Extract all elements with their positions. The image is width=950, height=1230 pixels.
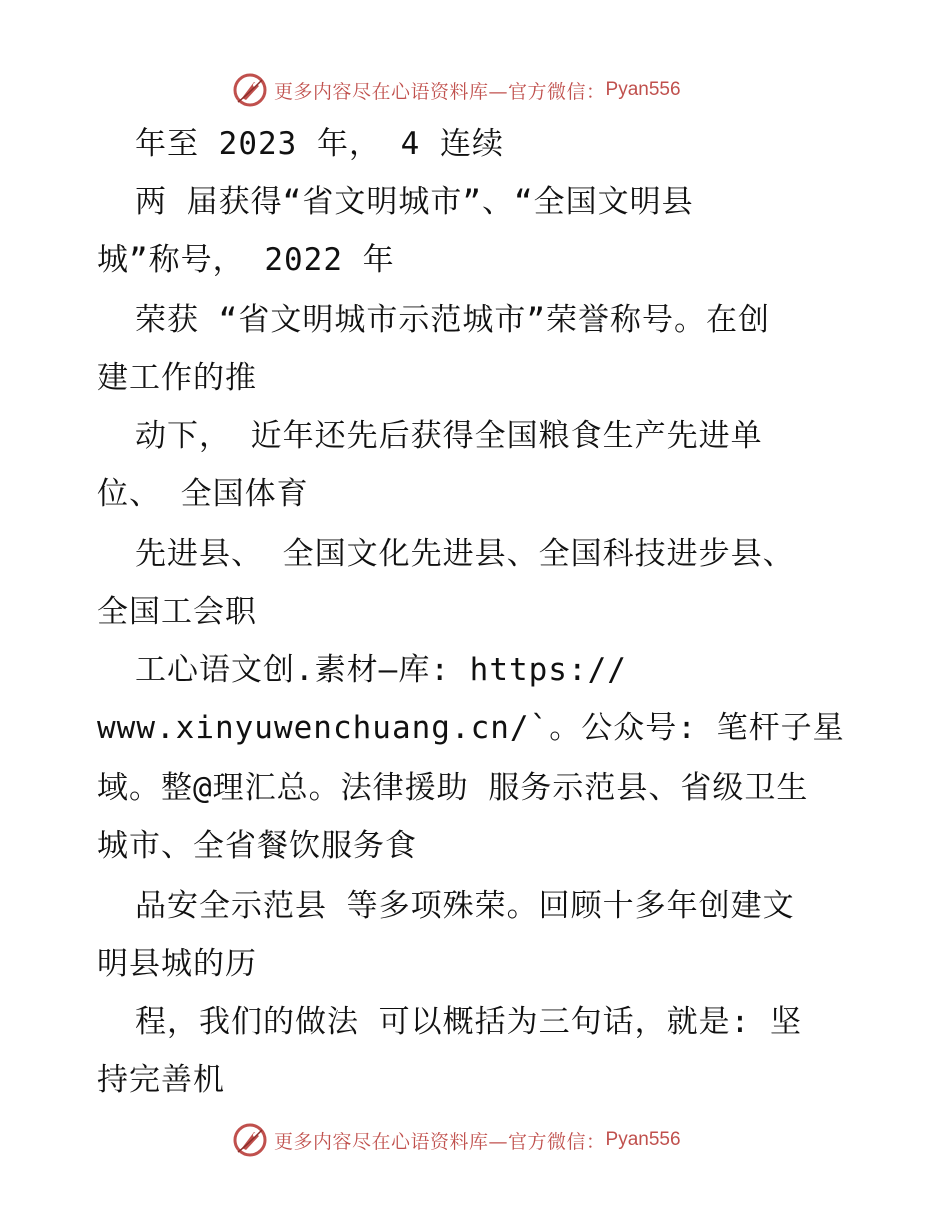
- text-line: 域。整@理汇总。法律援助 服务示范县、省级卫生: [97, 770, 809, 806]
- text-line: 城市、全省餐饮服务食: [97, 828, 417, 864]
- text-line: 全国工会职: [97, 594, 257, 630]
- text-line: 程，我们的做法 可以概括为三句话，就是: 坚: [135, 1004, 802, 1040]
- pen-logo-icon: [232, 1122, 268, 1158]
- text-line: 城”称号， 2022 年: [97, 242, 395, 278]
- text-line: 明县城的历: [97, 946, 257, 982]
- banner-wechat-id: Pyan556: [605, 79, 681, 100]
- text-line: 建工作的推: [97, 360, 257, 396]
- text-line: 年至 2023 年， 4 连续: [135, 126, 504, 162]
- banner-wechat-id: Pyan556: [605, 1129, 681, 1150]
- pen-logo-icon: [232, 72, 268, 108]
- text-line: 品安全示范县 等多项殊荣。回顾十多年创建文: [135, 888, 795, 924]
- text-line: 持完善机: [97, 1062, 225, 1098]
- banner-text: 更多内容尽在心语资料库—官方微信：: [274, 1130, 606, 1153]
- banner-text: 更多内容尽在心语资料库—官方微信：: [274, 80, 606, 103]
- text-line: 位、 全国体育: [97, 476, 309, 512]
- header-banner: [232, 70, 681, 110]
- text-line: 先进县、 全国文化先进县、全国科技进步县、: [135, 536, 795, 572]
- text-line: 荣获 “省文明城市示范城市”荣誉称号。在创: [135, 302, 770, 338]
- text-line: 两 届获得“省文明城市”、“全国文明县: [135, 184, 694, 220]
- text-line: 工心语文创.素材—库: https://: [135, 652, 627, 688]
- text-line: www.xinyuwenchuang.cn/`。公众号: 笔杆子星: [97, 710, 845, 746]
- text-line: 动下， 近年还先后获得全国粮食生产先进单: [135, 418, 763, 454]
- footer-banner: [232, 1120, 681, 1160]
